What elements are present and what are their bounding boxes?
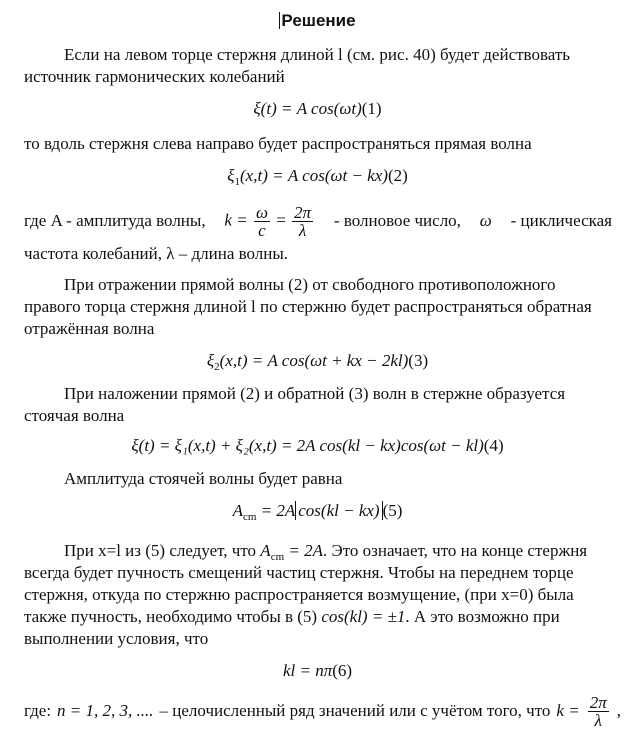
paragraph-1-line-2: источник гармонических колебаний	[24, 67, 285, 86]
paragraph-7-line-2: всегда будет пучность смещений частиц стержня. Чтобы на переднем торце	[24, 563, 574, 582]
formula-5: $A_{cm} = 2A$ cos(kl − kx) (5)	[232, 501, 403, 523]
paragraph-7-line-3: стержня, откуда по стержню распространяется возмущение, (при x=0) была	[24, 585, 574, 604]
paragraph-4-line-3: отражённая волна	[24, 319, 155, 338]
paragraph-7-line-5: выполнении условия, что	[24, 629, 209, 648]
paragraph-4-line-2: правого торца стержня длиной l по стержню будет распространяться обратная	[24, 297, 592, 316]
paragraph-7-line-4: также пучность, необходимо чтобы в (5) cos(kl) = ±1. А это возможно при	[24, 607, 560, 626]
fraction-omega-c: $\frac{\omega}{c}$	[255, 202, 268, 240]
paragraph-3-line-1: где A - амплитуда волны, k = $\frac{\omega}{c}$ = $\frac{2\pi}{\lambda}$ - волновое число, ω - циклическая	[24, 202, 612, 240]
page-title: Решение	[281, 11, 356, 30]
paragraph-4-line-1: При отражении прямой волны (2) от свободного противоположного	[64, 275, 556, 294]
paragraph-6: Амплитуда стоячей волны будет равна	[64, 469, 343, 488]
formula-1: ξ(t) = A cos(ωt)(1)	[253, 99, 382, 118]
fraction-2pi-lambda-2: $\frac{2\pi}{\lambda}$	[589, 692, 607, 730]
formula-2: $\xi_1(x,t) = A$ cos(ωt − kx)(2)	[227, 166, 408, 188]
paragraph-2: то вдоль стержня слева направо будет распространяться прямая волна	[24, 134, 532, 153]
paragraph-1-line-1: Если на левом торце стержня длиной l (см. рис. 40) будет действовать	[64, 45, 571, 64]
formula-6: kl = nπ(6)	[282, 661, 353, 680]
paragraph-5-line-2: стоячая волна	[24, 406, 125, 425]
paragraph-8: где: n = 1, 2, 3, .... – целочисленный ряд значений или с учётом того, что k = $\frac{2\pi}{\lambda}$ ,	[24, 692, 621, 730]
paragraph-7-line-1: При x=l из (5) следует, что $A_{cm} = 2A$. Это означает, что на конце стержня	[64, 541, 588, 563]
paragraph-3-line-2: частота колебаний, λ – длина волны.	[24, 244, 289, 263]
formula-3: $\xi_2(x,t) = A$ cos(ωt + kx − 2kl)(3)	[206, 351, 429, 373]
fraction-2pi-lambda: $\frac{2\pi}{\lambda}$	[294, 202, 312, 240]
formula-4: ξ(t) = ξ₁(x,t) + ξ₂(x,t) = 2A cos(kl − kx)cos(ωt − kl)(4)	[131, 436, 504, 455]
paragraph-5-line-1: При наложении прямой (2) и обратной (3) волн в стержне образуется	[64, 384, 566, 403]
